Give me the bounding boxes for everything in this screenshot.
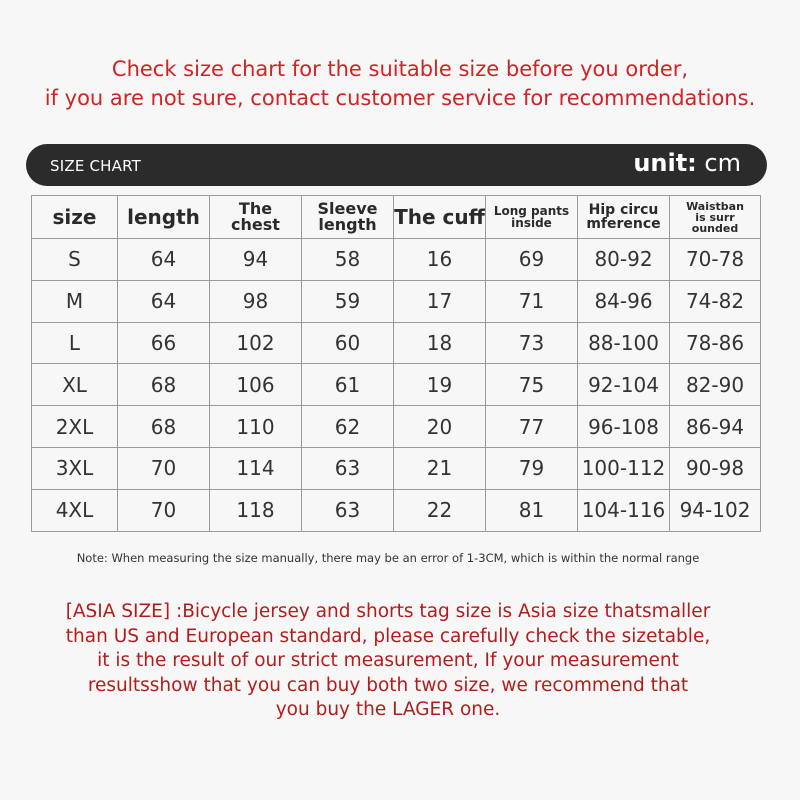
asia-notice-line: than US and European standard, please carefully check the sizetable, xyxy=(65,625,711,647)
table-cell: 106 xyxy=(210,364,302,406)
table-cell: 75 xyxy=(486,364,578,406)
table-cell: 77 xyxy=(486,406,578,448)
table-cell: 70 xyxy=(118,489,210,531)
table-row xyxy=(32,364,761,406)
table-cell: 64 xyxy=(118,239,210,281)
table-cell: 71 xyxy=(486,280,578,322)
table-cell: 4XL xyxy=(32,489,118,531)
header-text: The cuff xyxy=(394,205,485,229)
asia-notice-line: resultsshow that you can buy both two size, we recommend that xyxy=(87,674,689,696)
table-cell: 98 xyxy=(210,280,302,322)
table-cell: 78-86 xyxy=(670,322,761,364)
table-cell: 3XL xyxy=(32,447,118,489)
size-chart-title: SIZE CHART xyxy=(50,157,141,175)
table-row xyxy=(32,447,761,489)
table-cell: 82-90 xyxy=(670,364,761,406)
asia-notice-line: it is the result of our strict measurement, If your measurement xyxy=(97,650,679,671)
table-cell: 21 xyxy=(394,447,486,489)
table-row xyxy=(32,239,761,281)
table-cell: 100-112 xyxy=(578,447,670,489)
asia-size-notice xyxy=(0,600,776,723)
header-text: chest xyxy=(231,215,280,234)
table-cell: 68 xyxy=(118,364,210,406)
table-row xyxy=(32,280,761,322)
unit-label-text: unit: xyxy=(633,149,697,177)
table-cell: 62 xyxy=(302,406,394,448)
table-cell: 2XL xyxy=(32,406,118,448)
table-cell: 96-108 xyxy=(578,406,670,448)
table-cell: M xyxy=(32,280,118,322)
table-body xyxy=(32,239,761,532)
table-cell: 60 xyxy=(302,322,394,364)
table-cell: 94 xyxy=(210,239,302,281)
header-sleeve-length xyxy=(302,196,394,239)
table-cell: 70-78 xyxy=(670,239,761,281)
table-cell: 79 xyxy=(486,447,578,489)
unit-value: cm xyxy=(704,149,741,177)
table-cell: L xyxy=(32,322,118,364)
table-cell: 81 xyxy=(486,489,578,531)
table-cell: 102 xyxy=(210,322,302,364)
table-cell: 61 xyxy=(302,364,394,406)
table-row xyxy=(32,406,761,448)
table-cell: 90-98 xyxy=(670,447,761,489)
header-text: The xyxy=(238,199,273,218)
header-text: length xyxy=(127,205,200,229)
table-cell: 92-104 xyxy=(578,364,670,406)
table-cell: 66 xyxy=(118,322,210,364)
table-cell: 58 xyxy=(302,239,394,281)
header-text: length xyxy=(318,215,377,234)
header-text: inside xyxy=(511,216,552,230)
table-cell: 18 xyxy=(394,322,486,364)
header-size xyxy=(32,196,118,239)
header-text: ounded xyxy=(691,221,739,235)
unit-label xyxy=(633,149,741,177)
asia-notice-line: you buy the LAGER one. xyxy=(275,699,501,720)
table-cell: S xyxy=(32,239,118,281)
header-text: size xyxy=(52,205,97,229)
header-hip xyxy=(578,196,670,239)
order-notice xyxy=(0,55,800,113)
header-text: is surr xyxy=(695,210,735,224)
size-table xyxy=(31,195,761,532)
table-cell: 73 xyxy=(486,322,578,364)
size-chart-header-bar xyxy=(26,144,767,186)
table-cell: 80-92 xyxy=(578,239,670,281)
table-cell: 63 xyxy=(302,489,394,531)
table-cell: 104-116 xyxy=(578,489,670,531)
header-text: mference xyxy=(586,216,661,232)
measurement-note: Note: When measuring the size manually, there may be an error of 1-3CM, which is within the normal range xyxy=(76,551,700,565)
header-text: Waistban xyxy=(686,199,744,213)
table-cell: 64 xyxy=(118,280,210,322)
table-cell: 17 xyxy=(394,280,486,322)
header-chest xyxy=(210,196,302,239)
table-cell: 22 xyxy=(394,489,486,531)
asia-notice-line: [ASIA SIZE] :Bicycle jersey and shorts tag size is Asia size thatsmaller xyxy=(65,601,711,622)
table-cell: 69 xyxy=(486,239,578,281)
header-text: Hip circu xyxy=(588,202,659,218)
header-cuff xyxy=(394,196,486,239)
table-cell: 70 xyxy=(118,447,210,489)
table-cell: 94-102 xyxy=(670,489,761,531)
header-text: Sleeve xyxy=(317,199,378,218)
header-pants-inside xyxy=(486,196,578,239)
table-cell: 86-94 xyxy=(670,406,761,448)
table-cell: 20 xyxy=(394,406,486,448)
table-row xyxy=(32,489,761,531)
table-cell: 19 xyxy=(394,364,486,406)
table-cell: 114 xyxy=(210,447,302,489)
header-length xyxy=(118,196,210,239)
table-cell: 16 xyxy=(394,239,486,281)
table-cell: 110 xyxy=(210,406,302,448)
table-cell: 63 xyxy=(302,447,394,489)
table-cell: 68 xyxy=(118,406,210,448)
table-cell: 88-100 xyxy=(578,322,670,364)
table-cell: 74-82 xyxy=(670,280,761,322)
table-cell: XL xyxy=(32,364,118,406)
header-row xyxy=(32,196,761,239)
order-notice-line: Check size chart for the suitable size before you order, xyxy=(111,57,689,81)
header-waist xyxy=(670,196,761,239)
table-cell: 59 xyxy=(302,280,394,322)
header-text: Long pants xyxy=(493,204,570,218)
order-notice-line: if you are not sure, contact customer service for recommendations. xyxy=(44,86,756,110)
table-cell: 84-96 xyxy=(578,280,670,322)
table-row xyxy=(32,322,761,364)
table-cell: 118 xyxy=(210,489,302,531)
